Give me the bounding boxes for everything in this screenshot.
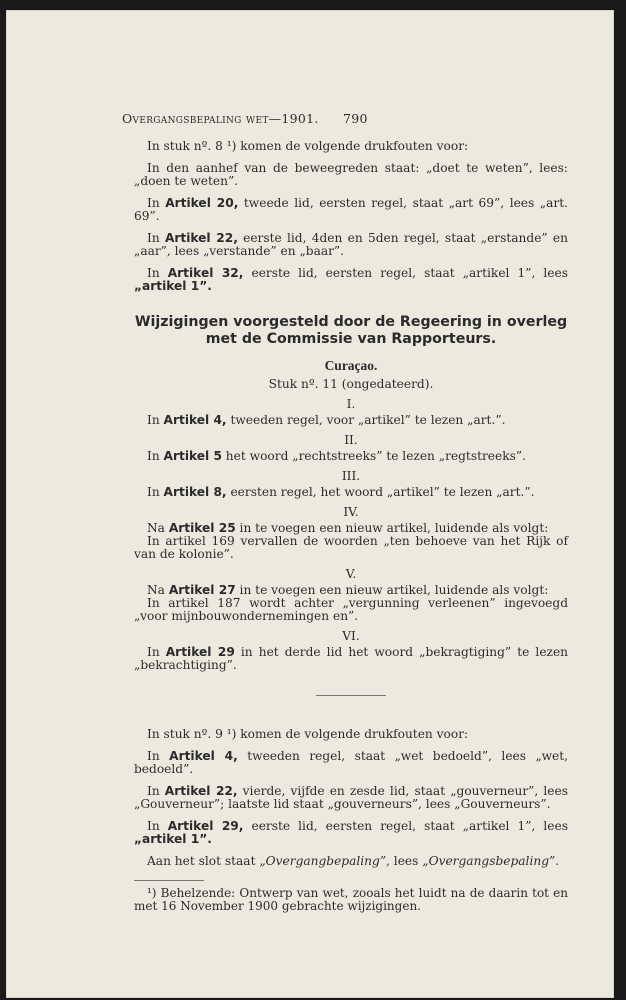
numeral: VI. xyxy=(342,629,360,643)
numeral: V. xyxy=(345,567,357,581)
change-item: Na Artikel 27 in te voegen een nieuw artikel, luidende als volgt: xyxy=(147,583,549,597)
change-item: In Artikel 8, eersten regel, het woord „artikel” te lezen „art.”. xyxy=(147,485,535,499)
article-ref: Artikel 20, xyxy=(165,196,239,210)
change-item: In Artikel 29 in het derde lid het woord „bekragtiging” te lezen „bekrachtiging”. xyxy=(134,645,569,672)
errata-intro: In stuk nº. 9 ¹) komen de volgende drukfouten voor: xyxy=(147,727,469,741)
change-body: In artikel 169 vervallen de woorden „ten behoeve van het Rijk of van de kolonie”. xyxy=(134,534,568,561)
article-ref: Artikel 4, xyxy=(163,413,227,427)
numeral: II. xyxy=(344,433,358,447)
errata-item: In Artikel 22, vierde, vijfde en zesde lid, staat „gouverneur”, lees „Gouverneur”; laatste lid staat „gouverneurs”, lees „Gouverneurs”. xyxy=(134,784,568,811)
footnote: ¹) Behelzende: Ontwerp van wet, zooals het luidt na de daarin tot en met 16 November 1900 gebrachte wijzigingen. xyxy=(134,886,568,913)
footnote-mark: ¹) xyxy=(147,886,157,900)
errata-item: In Artikel 20, tweede lid, eersten regel, staat „art 69”, lees „art. 69”. xyxy=(134,196,568,223)
section-subtitle: Curaçao. xyxy=(324,358,378,373)
page-text xyxy=(122,111,569,913)
numeral: I. xyxy=(346,397,356,411)
article-ref: Artikel 22, xyxy=(164,231,238,245)
errata-item: In Artikel 29, eerste lid, eersten regel, staat „artikel 1”, lees „artikel 1”. xyxy=(134,819,568,846)
errata-item: In Artikel 22, eerste lid, 4den en 5den regel, staat „erstande” en „aar”, lees „verstande” en „baar”. xyxy=(134,231,568,258)
running-header xyxy=(122,112,568,125)
article-ref: Artikel 5 xyxy=(163,449,222,463)
numeral: III. xyxy=(341,469,361,483)
page-number: 790 xyxy=(342,111,368,126)
change-body: In artikel 187 wordt achter „vergunning verleenen” ingevoegd „voor mijnbouwondernemingen en”. xyxy=(134,596,568,623)
change-item: Na Artikel 25 in te voegen een nieuw artikel, luidende als volgt: xyxy=(147,521,549,535)
article-ref: Artikel 4, xyxy=(169,749,238,763)
change-item: In Artikel 5 het woord „rechtstreeks” te lezen „regtstreeks”. xyxy=(147,449,526,463)
scanned-page xyxy=(6,10,614,998)
section-divider xyxy=(316,695,386,696)
article-ref: Artikel 8, xyxy=(163,485,227,499)
closing-note: Aan het slot staat „Overgangbepaling”, lees „Overgangsbepaling”. xyxy=(147,854,560,868)
article-ref: Artikel 25 xyxy=(168,521,236,535)
footnote-rule xyxy=(134,880,204,881)
errata-item: In Artikel 32, eerste lid, eersten regel, staat „artikel 1”, lees „artikel 1”. xyxy=(134,266,568,293)
article-ref: Artikel 29 xyxy=(165,645,235,659)
change-item: In Artikel 4, tweeden regel, voor „artikel” te lezen „art.”. xyxy=(147,413,506,427)
article-ref: Artikel 32, xyxy=(167,266,244,280)
article-ref: Artikel 22, xyxy=(164,784,238,798)
errata-item: In Artikel 4, tweeden regel, staat „wet bedoeld”, lees „wet, bedoeld”. xyxy=(134,749,568,776)
errata-intro: In stuk nº. 8 ¹) komen de volgende drukfouten voor: xyxy=(147,139,469,153)
numeral: IV. xyxy=(343,505,359,519)
running-title: Overgangsbepaling wet—1901. xyxy=(122,111,319,126)
article-ref: Artikel 29, xyxy=(167,819,244,833)
article-ref: Artikel 27 xyxy=(168,583,236,597)
errata-item: In den aanhef van de beweegreden staat: „doet te weten”, lees: „doen te weten”. xyxy=(134,161,568,188)
section-title: Wijzigingen voorgesteld door de Regeering in overleg met de Commissie van Rapporteurs. xyxy=(134,314,568,347)
document-reference: Stuk nº. 11 (ongedateerd). xyxy=(268,377,434,391)
